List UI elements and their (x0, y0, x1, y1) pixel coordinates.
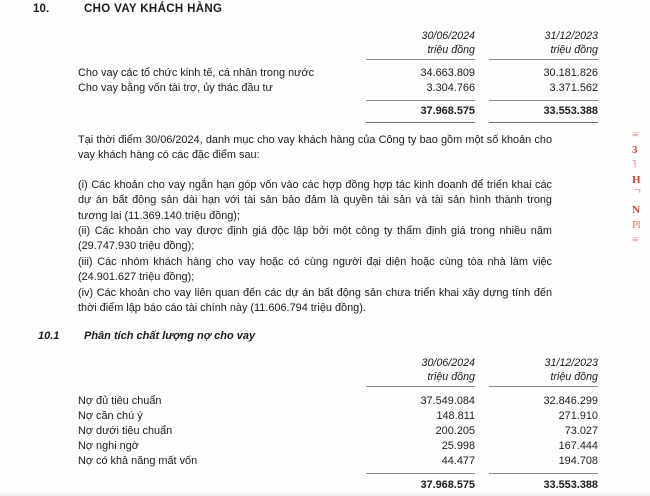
paragraph-item-iii: (iii) Các nhóm khách hàng cho vay hoặc có cùng người đại diện hoặc cùng tòa nhà làm việc (24.901.627 triệu đồng); (78, 256, 552, 284)
row-value-col2: 32.846.299 (543, 395, 598, 407)
row-label: Nợ cần chú ý (78, 410, 143, 422)
loans-col2-date: 31/12/2023 (544, 30, 598, 42)
total-value-col1: 37.968.575 (420, 479, 475, 491)
loans-col1-unit: triệu đồng (427, 43, 475, 56)
table-row (0, 455, 650, 470)
row-value-col2: 73.027 (564, 425, 598, 437)
loans-total-rule-col2 (489, 122, 598, 123)
quality-subtotal-rule-col2 (489, 473, 598, 474)
paragraph-item-i: (i) Các khoản cho vay ngắn hạn góp vốn vào các hợp đồng hợp tác kinh doanh để triển khai các dự án bất động sản dài hạn với tài sản bảo đảm là quyền tài sản và tài sản hình thành trong tương lai (11.369.140 triệu đồng); (78, 179, 552, 222)
row-label: Cho vay các tổ chức kinh tế, cá nhân trong nước (78, 67, 315, 79)
row-value-col2: 3.371.562 (549, 82, 598, 94)
section-heading (0, 3, 650, 21)
total-value-col2: 33.553.388 (543, 479, 598, 491)
row-value-col2: 271.910 (558, 410, 598, 422)
loans-col2-unit: triệu đồng (550, 43, 598, 56)
table-row (0, 410, 650, 425)
subsection-title: Phân tích chất lượng nợ cho vay (84, 330, 256, 342)
paragraph-item-ii: (ii) Các khoản cho vay được định giá độc lập bởi một công ty thẩm định giá trong nhiều năm (29.747.930 triệu đồng); (78, 225, 552, 253)
margin-annotation-line: N (632, 204, 640, 216)
quality-col1-header (355, 357, 475, 384)
loans-col2-header (480, 30, 598, 57)
row-value-col1: 34.663.809 (420, 67, 475, 79)
paragraph-intro: Tại thời điểm 30/06/2024, danh mục cho vay khách hàng của Công ty bao gồm một số khoản cho vay khách hàng có các đặc điểm sau: (78, 134, 552, 162)
row-label: Cho vay bằng vốn tài trợ, ủy thác đầu tư (78, 82, 273, 94)
table-row (0, 67, 650, 82)
quality-header-rule-col2 (489, 386, 598, 387)
quality-col1-date: 30/06/2024 (421, 357, 475, 369)
row-value-col2: 167.444 (558, 440, 598, 452)
loans-header-rule-col2 (489, 59, 598, 60)
quality-col2-header (480, 357, 598, 384)
row-label: Nợ dưới tiêu chuẩn (78, 425, 173, 437)
subsection-heading (0, 330, 650, 346)
loans-subtotal-rule-col2 (489, 100, 598, 101)
table-row (0, 395, 650, 410)
margin-annotation-line: Pl (632, 219, 641, 231)
table-row (0, 440, 650, 455)
section-number: 10. (33, 3, 50, 15)
table-row (0, 82, 650, 97)
quality-col1-unit: triệu đồng (427, 370, 475, 383)
margin-annotation-line: H (632, 174, 641, 186)
total-value-col1: 37.968.575 (420, 105, 475, 117)
scan-edge-shadow (0, 492, 650, 496)
quality-subtotal-rule-col1 (366, 473, 475, 474)
quality-col2-date: 31/12/2023 (544, 357, 598, 369)
margin-annotation-line: ≡ (632, 234, 638, 246)
margin-annotation (632, 128, 650, 248)
loans-subtotal-rule-col1 (366, 100, 475, 101)
row-value-col1: 25.998 (441, 440, 475, 452)
subsection-number: 10.1 (38, 330, 60, 342)
total-value-col2: 33.553.388 (543, 105, 598, 117)
row-value-col1: 37.549.084 (420, 395, 475, 407)
row-value-col2: 30.181.826 (543, 67, 598, 79)
loans-total-rule-col1 (366, 122, 475, 123)
table-total-row (0, 105, 650, 120)
row-label: Nợ đủ tiêu chuẩn (78, 395, 162, 407)
row-value-col1: 148.811 (436, 410, 475, 422)
loans-col1-header (355, 30, 475, 57)
row-value-col1: 3.304.766 (426, 82, 475, 94)
loans-header-rule-col1 (366, 59, 475, 60)
row-label: Nợ có khả năng mất vốn (78, 455, 198, 467)
quality-header-rule-col1 (366, 386, 475, 387)
table-row (0, 425, 650, 440)
quality-col2-unit: triệu đồng (550, 370, 598, 383)
row-label: Nợ nghi ngờ (78, 440, 139, 452)
page-title: CHO VAY KHÁCH HÀNG (84, 3, 223, 15)
loans-col1-date: 30/06/2024 (421, 30, 475, 42)
row-value-col2: 194.708 (558, 455, 598, 467)
paragraph-item-iv: (iv) Các khoản cho vay liên quan đến các dự án bất động sản chưa triển khai xây dựng tính đến thời điểm lập báo cáo tài chính này (11.606.794 triệu đồng). (78, 287, 552, 315)
row-value-col1: 200.205 (435, 425, 475, 437)
margin-annotation-line: 3 (632, 144, 637, 156)
margin-annotation-line: ˥ (632, 159, 636, 171)
row-value-col1: 44.477 (441, 455, 475, 467)
margin-annotation-line: ᄀ (632, 189, 643, 201)
margin-annotation-line: ≡ (632, 129, 638, 141)
